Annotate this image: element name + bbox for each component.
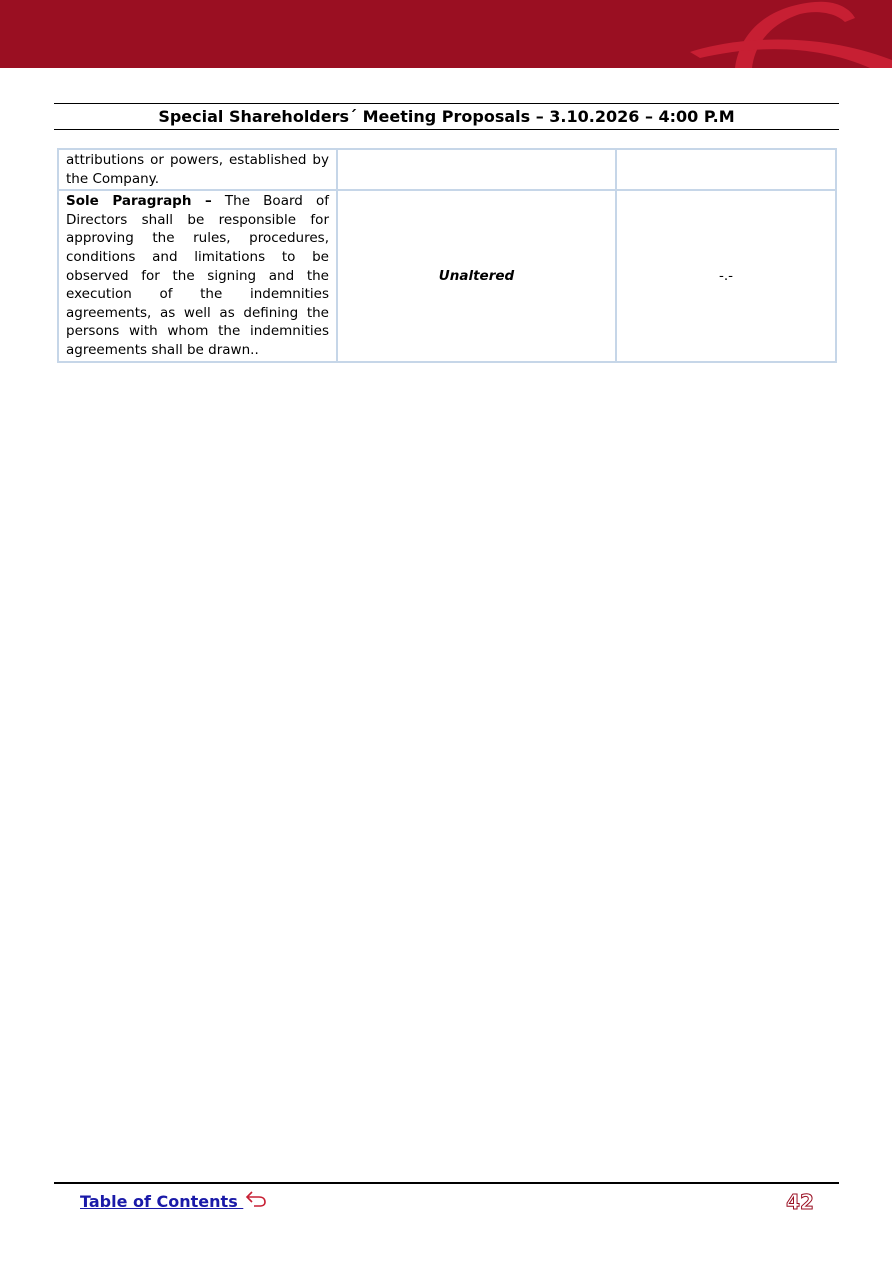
header-banner [0, 0, 892, 68]
text-body: attributions or powers, established by the Company. [66, 152, 329, 187]
proposed-change-cell [337, 149, 616, 190]
page-number: 42 [786, 1190, 814, 1214]
return-arrow-icon [245, 1190, 267, 1208]
proposed-change-cell: Unaltered [337, 190, 616, 361]
table-row [58, 149, 836, 190]
toc-label: Table of Contents [80, 1192, 244, 1211]
footer-rule [54, 1182, 839, 1184]
text-body: The Board of Directors shall be responsible for approving the rules, procedures, conditions and limitations to be observed for the signing and the execution of the indemnities agreements, as well as defining the persons with whom the indemnities agreements shall be drawn.. [66, 193, 330, 358]
text-bold-lead: Sole Paragraph – [66, 193, 212, 210]
current-text-cell [58, 149, 337, 190]
header-rule-bottom [54, 129, 839, 130]
proposals-table [57, 148, 837, 363]
justification-cell [616, 149, 836, 190]
header-rule-top [54, 103, 839, 104]
table-row [58, 190, 836, 361]
justification-cell: -.- [616, 190, 836, 361]
current-text-cell [58, 190, 337, 361]
brand-swoosh-graphic [0, 0, 892, 68]
table-of-contents-link[interactable] [80, 1190, 267, 1214]
page-title: Special Shareholders´ Meeting Proposals – 3.10.2026 – 4:00 P.M [158, 107, 735, 126]
